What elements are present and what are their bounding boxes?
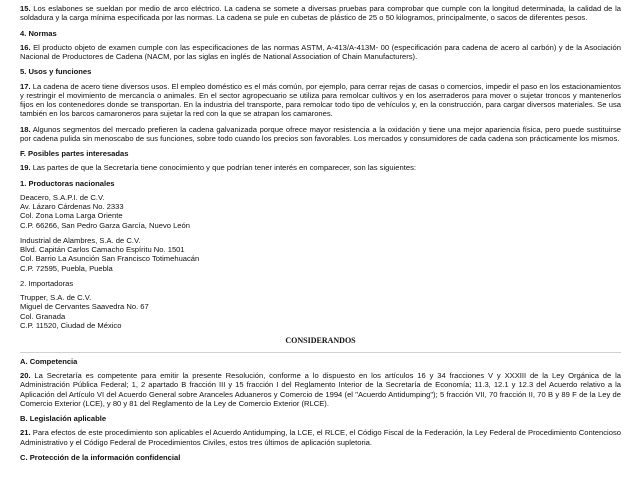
paragraph-18 bbox=[20, 125, 621, 144]
paragraph-text: El producto objeto de examen cumple con las especificaciones de las normas ASTM, A-413/A-413M- 00 (especificación para cadena de acero al carbón) y de la Asociación Nacional de Productores de Cadena (NACM, por las siglas en inglés de National Association of Chain Manufacturers). bbox=[20, 42, 621, 61]
paragraph-number: 16. bbox=[20, 42, 31, 52]
paragraph-20 bbox=[20, 371, 621, 408]
section-heading-partes: F. Posibles partes interesadas bbox=[20, 149, 129, 158]
address-line: Col. Granada bbox=[20, 311, 66, 321]
paragraph-text: Las partes de que la Secretaría tiene conocimiento y que podrían tener interés en comparecer, son las siguientes: bbox=[32, 163, 416, 173]
paragraph-text: La Secretaría es competente para emitir la presente Resolución, conforme a lo dispuesto en los artículos 16 y 34 fracciones V y XXXIII de la Ley Orgánica de la Administración Pública Federal; 1, 2 apartado B fracción III y 15 fracción I del Reglamento Interior de la Secretaría de Economía; 11.3, 12.1 y 12.3 del Acuerdo relativo a la Aplicación del Artículo VI del Acuerdo General sobre Aranceles Aduaneros y Comercio de 1994 (el "Acuerdo Antidumping"); 5 fracción VII, 70 fracción II, 70 B y 89 F de la Ley de Comercio Exterior (LCE), y 80 y 81 del Reglamento de la Ley de Comercio Exterior (RLCE). bbox=[20, 371, 621, 408]
address-line: Col. Barrio La Asunción San Francisco Totimehuacán bbox=[20, 254, 200, 264]
paragraph-text: Para efectos de este procedimiento son aplicables el Acuerdo Antidumping, la LCE, el RLCE, el Código Fiscal de la Federación, la Ley Federal de Procedimiento Contencioso Administrativo y el Código Federal de Procedimientos Civiles, estos tres últimos de aplicación supletoria. bbox=[20, 428, 621, 447]
address-line: Industrial de Alambres, S.A. de C.V. bbox=[20, 235, 141, 245]
subheading-productoras: 1. Productoras nacionales bbox=[20, 178, 115, 188]
considerandos-title: CONSIDERANDOS bbox=[285, 336, 356, 345]
paragraph-text: Los eslabones se sueldan por medio de arco eléctrico. La cadena se somete a diversas pruebas para comprobar que cumple con la longitud determinada, la calidad de la soldadura y la carga mínima especificada por las normas. La cadena se pule en cubetas de plástico de 25 o 50 kilogramos, principalmente, o sacos de diferentes pesos. bbox=[20, 4, 621, 23]
paragraph-19 bbox=[20, 163, 621, 172]
address-line: Col. Zona Loma Larga Oriente bbox=[20, 211, 123, 221]
paragraph-number: 20. bbox=[20, 371, 31, 380]
section-heading-legislacion: B. Legislación aplicable bbox=[20, 414, 107, 423]
paragraph-text: Algunos segmentos del mercado prefieren la cadena galvanizada porque ofrece mayor resistencia a la oxidación y tiene una mejor apariencia física, pero puede sustituirse por cadena pulida sin menoscabo de sus funciones, sobre todo cuando los precios son favorables. Los mercados y consumidores de cada cadena son prácticamente los mismos. bbox=[20, 124, 621, 143]
section-heading-competencia: A. Competencia bbox=[20, 356, 78, 366]
paragraph-number: 19. bbox=[20, 163, 31, 173]
section-heading-usos: 5. Usos y funciones bbox=[20, 67, 92, 77]
section-heading-confidencial: C. Protección de la información confidencial bbox=[20, 452, 181, 462]
address-line: Miguel de Cervantes Saavedra No. 67 bbox=[20, 302, 149, 312]
paragraph-17 bbox=[20, 82, 621, 119]
address-line: Trupper, S.A. de C.V. bbox=[20, 293, 92, 302]
address-deacero bbox=[20, 193, 621, 230]
section-heading-normas: 4. Normas bbox=[20, 28, 57, 38]
paragraph-16 bbox=[20, 43, 621, 62]
address-line: Av. Lázaro Cárdenas No. 2333 bbox=[20, 202, 124, 211]
paragraph-number: 18. bbox=[20, 124, 31, 134]
paragraph-number: 17. bbox=[20, 81, 31, 91]
divider bbox=[20, 352, 621, 353]
paragraph-number: 15. bbox=[20, 4, 31, 13]
paragraph-number: 21. bbox=[20, 428, 31, 438]
address-line: C.P. 66266, San Pedro Garza García, Nuevo León bbox=[20, 220, 190, 230]
paragraph-15 bbox=[20, 4, 621, 23]
subheading-importadoras: 2. Importadoras bbox=[20, 278, 74, 288]
paragraph-text: La cadena de acero tiene diversos usos. El empleo doméstico es el más común, por ejemplo, para cerrar rejas de casas o comercios, impedir el paso en los estacionamientos y restringir el movimiento de mercancía o animales. En el sector agropecuario se utiliza para remolcar cultivos y en los aserraderos para mover o sujetar troncos y mantenerlos fijos en los contenedores donde se transportan. En la industria del transporte, para remolcar todo tipo de vehículos y, en la construcción, para cargar diversos materiales. Se usa también en los barcos camaroneros para sujetar la red con la que se atrapan los camarones. bbox=[20, 81, 621, 119]
paragraph-21 bbox=[20, 428, 621, 447]
address-line: C.P. 11520, Ciudad de México bbox=[20, 320, 122, 330]
address-trupper bbox=[20, 293, 621, 330]
address-line: Deacero, S.A.P.I. de C.V. bbox=[20, 192, 105, 202]
address-line: Blvd. Capitán Carlos Camacho Espíritu No. 1501 bbox=[20, 245, 185, 254]
address-line: C.P. 72595, Puebla, Puebla bbox=[20, 263, 113, 273]
address-industrial-alambres bbox=[20, 236, 621, 273]
